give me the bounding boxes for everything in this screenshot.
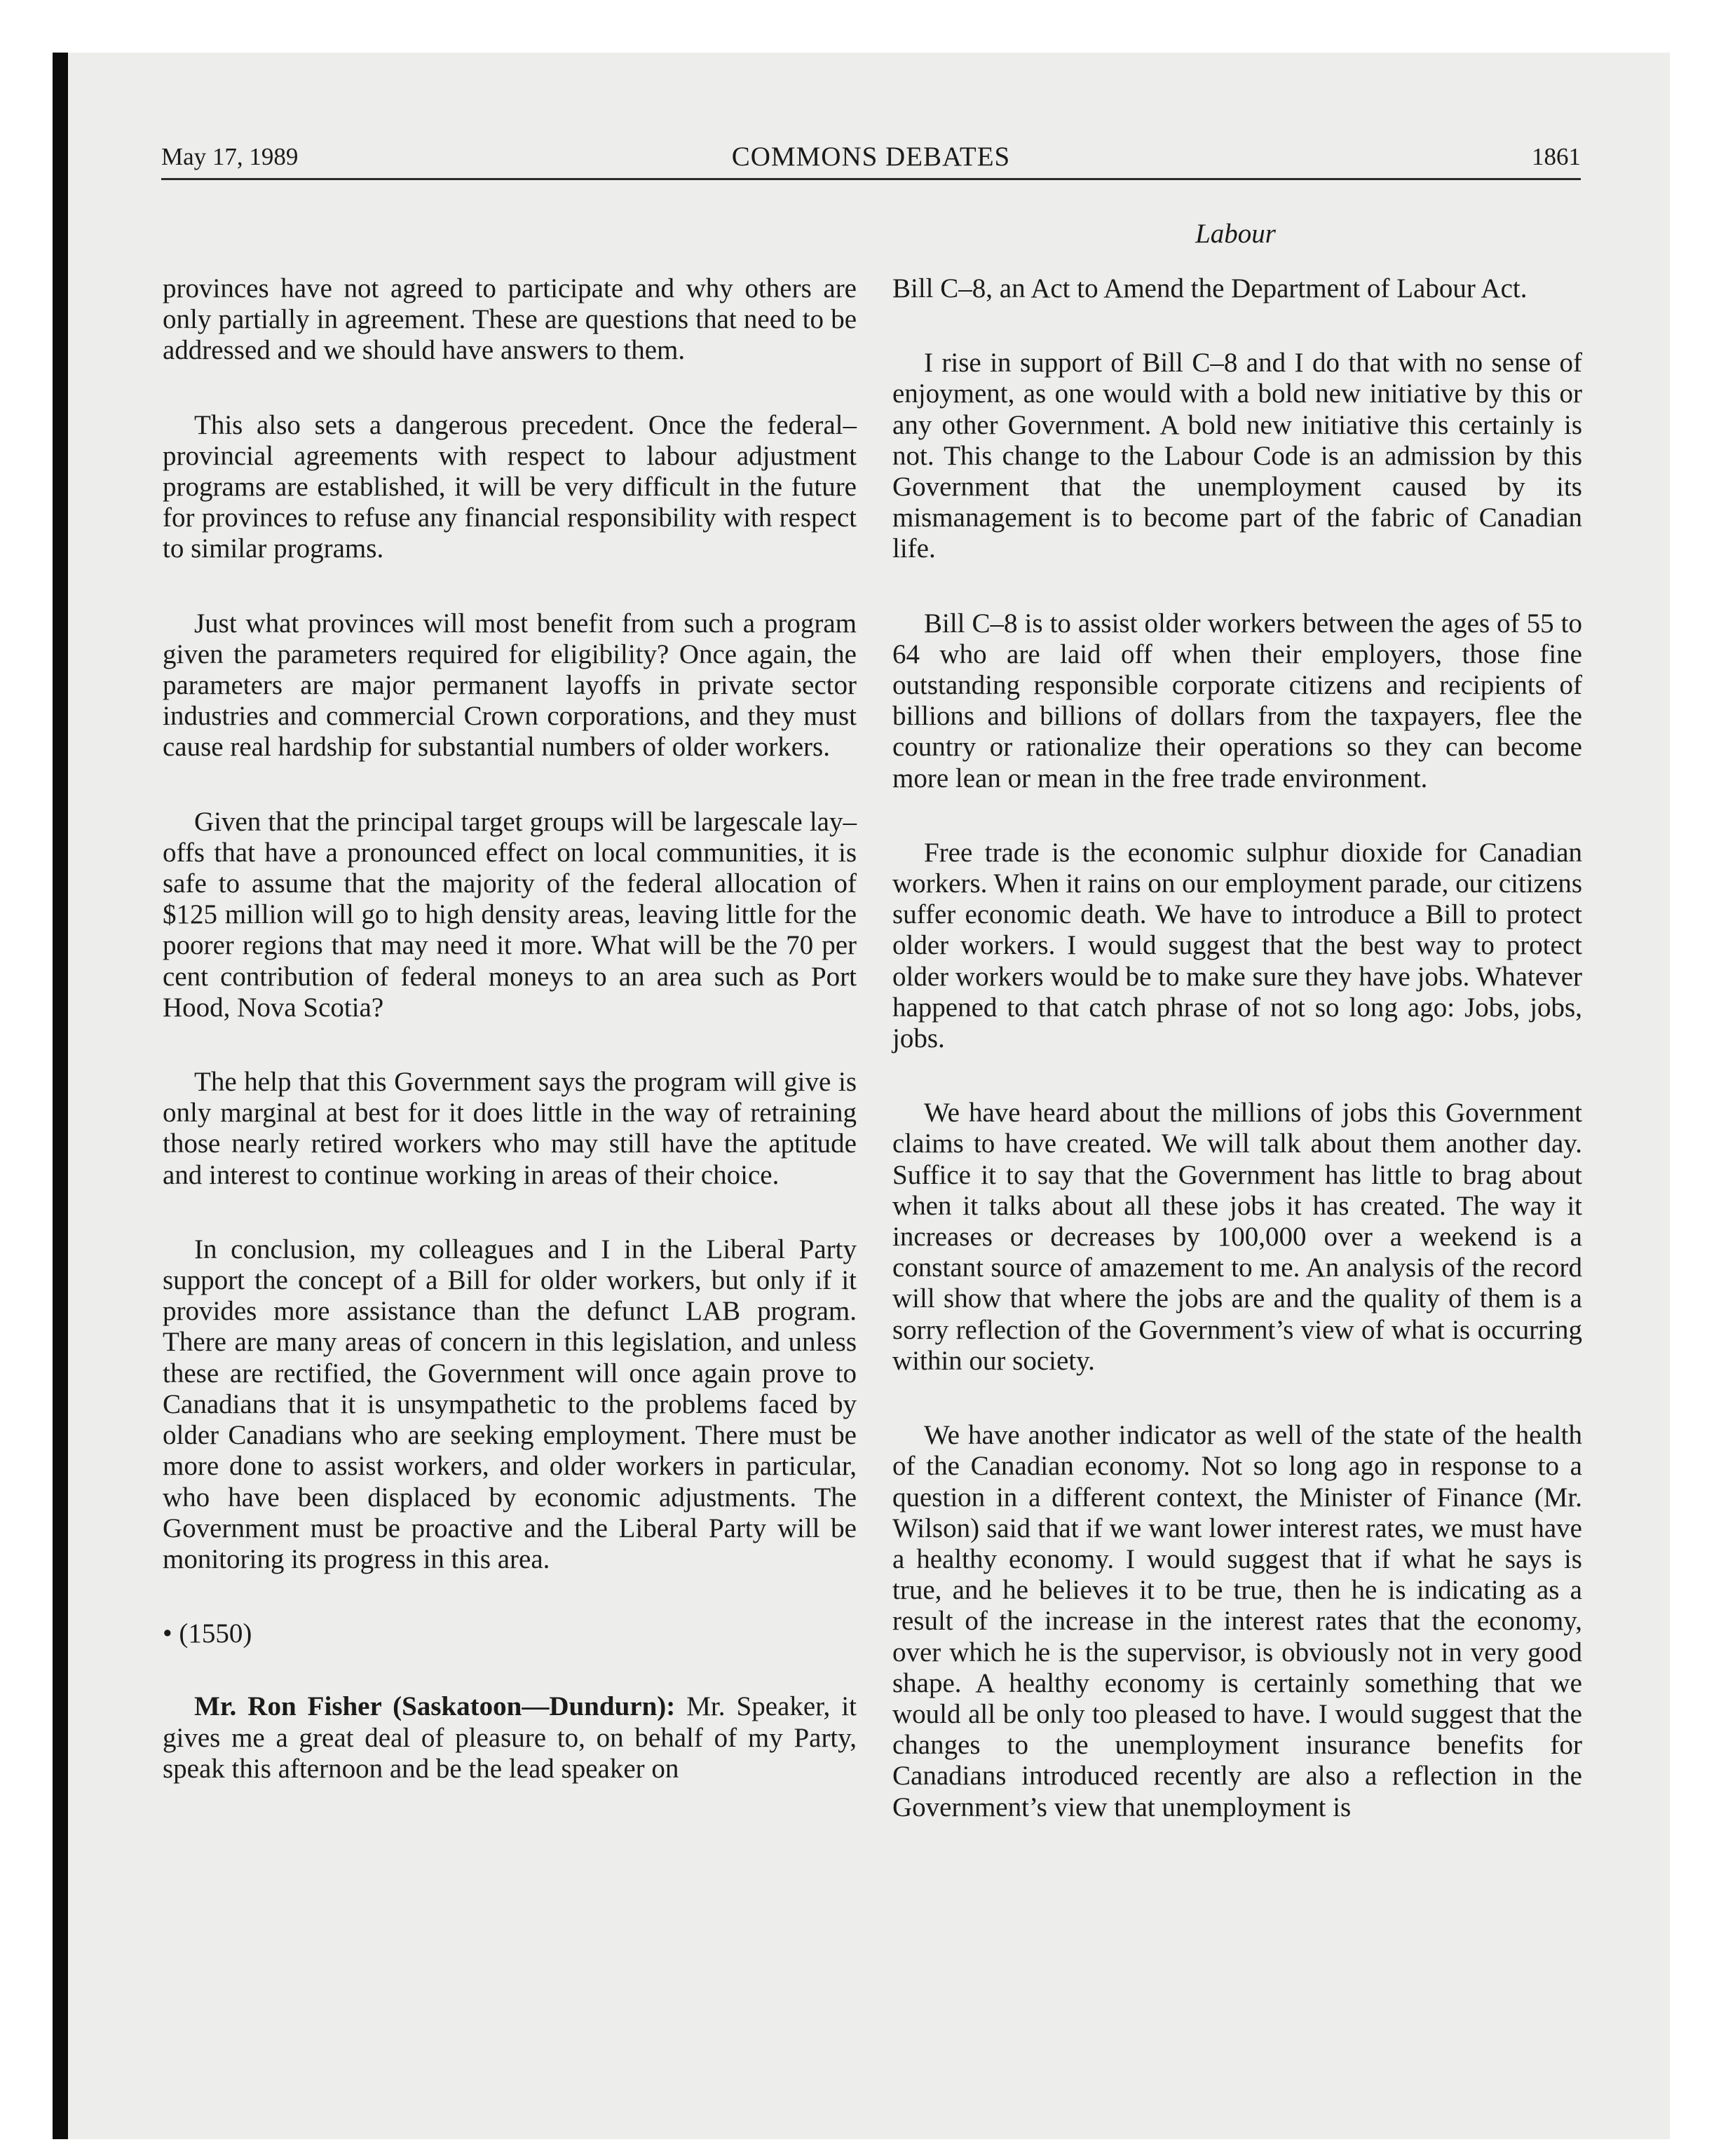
header-date: May 17, 1989	[161, 143, 299, 170]
paragraph: Just what provinces will most benefit from such a program given the parameters required for eligibility? Once again, the parameters are major permanent layoffs in private sector industries and commercial Crown corporations, and they must cause real hardship for substantial numbers of older workers.	[163, 608, 857, 763]
paragraph: provinces have not agreed to participate and why others are only partially in agreement. These are questions that need to be addressed and we should have answers to them.	[163, 273, 857, 366]
paragraph: We have another indicator as well of the state of the health of the Canadian economy. Not so long ago in response to a question in a different context, the Minister of Finance (Mr. Wilson) said that if we want lower interest rates, we must have a healthy economy. I would suggest that if what he says is true, and he believes it to be true, then he is indicating as a result of the increase in the interest rates that the economy, over which he is the supervisor, is obviously not in very good shape. A healthy economy is certainly something that we would all be only too pleased to have. I would suggest that the changes to the unemployment insurance benefits for Canadians introduced recently are also a reflection in the Government’s view that unemployment is	[892, 1420, 1582, 1822]
left-column	[163, 273, 857, 1828]
page-number: 1861	[1532, 143, 1581, 170]
header-rule	[161, 178, 1581, 180]
speech-text: Mr. Speaker, it gives me a great deal of pleasure to, on behalf of my Party, speak this afternoon and be the lead speaker on	[163, 1691, 857, 1784]
speech-paragraph	[163, 1691, 857, 1785]
paragraph: Given that the principal target groups will be largescale lay–offs that have a pronounced effect on local communities, it is safe to assume that the majority of the federal allocation of $125 million will go to high density areas, leaving little for the poorer regions that may need it more. What will be the 70 per cent contribution of federal moneys to an area such as Port Hood, Nova Scotia?	[163, 806, 857, 1023]
header-title: COMMONS DEBATES	[731, 142, 1011, 172]
paragraph: Free trade is the economic sulphur dioxide for Canadian workers. When it rains on our employment parade, our citizens suffer economic death. We have to introduce a Bill to protect older workers. I would suggest that the best way to protect older workers would be to make sure they have jobs. Whatever happened to that catch phrase of not so long ago: Jobs, jobs, jobs.	[892, 837, 1582, 1054]
paragraph: Bill C–8, an Act to Amend the Department of Labour Act.	[892, 273, 1528, 303]
paragraph: Bill C–8 is to assist older workers between the ages of 55 to 64 who are laid off when their employers, those fine outstanding responsible corporate citizens and recipients of billions and billions of dollars from the taxpayers, flee the country or rationalize their operations so they can become more lean or mean in the free trade environment.	[892, 608, 1582, 793]
paragraph: We have heard about the millions of jobs this Government claims to have created. We will talk about them another day. Suffice it to say that the Government has little to brag about when it talks about all these jobs it has created. The way it increases or decreases by 100,000 over a weekend is a constant source of amazement to me. An analysis of the record will show that where the jobs are and the quality of them is a sorry reflection of the Government’s view of what is occurring within our society.	[892, 1098, 1582, 1376]
paragraph: This also sets a dangerous precedent. Once the federal–provincial agreements with respect to labour adjustment programs are established, it will be very difficult in the future for provinces to refuse any financial responsibility with respect to similar programs.	[163, 409, 857, 564]
paragraph: The help that this Government says the program will give is only marginal at best for it does little in the way of retraining those nearly retired workers who may still have the aptitude and interest to continue working in areas of their choice.	[163, 1067, 857, 1190]
section-title: Labour	[1195, 219, 1276, 249]
paragraph: I rise in support of Bill C–8 and I do that with no sense of enjoyment, as one would with a bold new initiative by this or any other Government. A bold new initiative this certainly is not. This change to the Labour Code is an admission by this Government that the unemployment caused by its mismanagement is to become part of the fabric of Canadian life.	[892, 348, 1582, 564]
speaker-name: Mr. Ron Fisher (Saskatoon—Dundurn):	[194, 1691, 676, 1722]
right-column	[892, 273, 1582, 1867]
page-header	[161, 135, 1581, 177]
time-marker: • (1550)	[163, 1618, 252, 1649]
paragraph: In conclusion, my colleagues and I in the Liberal Party support the concept of a Bill for older workers, but only if it provides more assistance than the defunct LAB program. There are many areas of concern in this legislation, and unless these are rectified, the Government will once again prove to Canadians that it is unsympathetic to the problems faced by older Canadians who are seeking employment. There must be more done to assist workers, and older workers in particular, who have been displaced by economic adjustments. The Government must be proactive and the Liberal Party will be monitoring its progress in this area.	[163, 1234, 857, 1574]
scan-edge	[53, 53, 68, 2139]
